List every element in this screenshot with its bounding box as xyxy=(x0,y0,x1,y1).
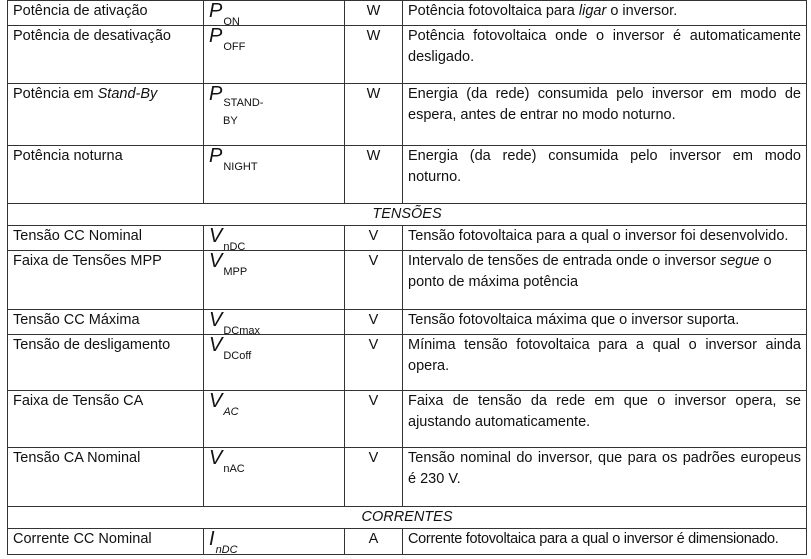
specifications-table xyxy=(7,0,807,555)
parameter-description: Energia (da rede) consumida pelo inversor em modo noturno. xyxy=(403,146,807,204)
parameter-unit: V xyxy=(345,448,403,507)
parameter-unit: W xyxy=(345,26,403,84)
parameter-unit: V xyxy=(345,335,403,391)
parameter-symbol: $P_{ON}$ xyxy=(204,1,345,26)
table-row xyxy=(8,310,807,335)
parameter-symbol: $V_{DCoff}$ xyxy=(204,335,345,391)
parameter-name: Tensão CC Nominal xyxy=(8,226,204,251)
parameter-symbol: $V_{AC}$ xyxy=(204,391,345,448)
parameter-symbol: $V_{nAC}$ xyxy=(204,448,345,507)
table-row xyxy=(8,1,807,26)
parameter-unit: W xyxy=(345,84,403,146)
parameter-description: Potência fotovoltaica para ligar o inversor. xyxy=(403,1,807,26)
parameter-name: Faixa de Tensão CA xyxy=(8,391,204,448)
parameter-unit: A xyxy=(345,529,403,555)
parameter-unit: W xyxy=(345,146,403,204)
parameter-name: Potência em Stand-By xyxy=(8,84,204,146)
parameter-symbol: $P_{NIGHT}$ xyxy=(204,146,345,204)
parameter-description: Potência fotovoltaica onde o inversor é automaticamente desligado. xyxy=(403,26,807,84)
parameter-symbol: $V_{DCmax}$ xyxy=(204,310,345,335)
parameter-name: Tensão de desligamento xyxy=(8,335,204,391)
parameter-description: Tensão nominal do inversor, que para os padrões europeus é 230 V. xyxy=(403,448,807,507)
parameter-unit: V xyxy=(345,226,403,251)
section-header-voltages xyxy=(8,204,807,226)
table-row xyxy=(8,335,807,391)
parameter-description: Tensão fotovoltaica para a qual o inversor foi desenvolvido. xyxy=(403,226,807,251)
table-row xyxy=(8,226,807,251)
table-row xyxy=(8,146,807,204)
parameter-unit: V xyxy=(345,251,403,310)
table-row xyxy=(8,391,807,448)
parameter-name: Corrente CC Nominal xyxy=(8,529,204,555)
parameter-name: Potência de desativação xyxy=(8,26,204,84)
parameter-description: Faixa de tensão da rede em que o inversor opera, se ajustando automaticamente. xyxy=(403,391,807,448)
parameter-unit: V xyxy=(345,391,403,448)
table-row xyxy=(8,26,807,84)
table-row xyxy=(8,448,807,507)
table-row xyxy=(8,84,807,146)
parameter-description: Corrente fotovoltaica para a qual o inversor é dimensionado. xyxy=(403,529,807,555)
parameter-unit: W xyxy=(345,1,403,26)
parameter-name: Potência noturna xyxy=(8,146,204,204)
table-row xyxy=(8,251,807,310)
parameter-name: Faixa de Tensões MPP xyxy=(8,251,204,310)
parameter-symbol: $V_{MPP}$ xyxy=(204,251,345,310)
section-title: CORRENTES xyxy=(8,507,807,529)
parameter-description: Energia (da rede) consumida pelo inversor em modo de espera, antes de entrar no modo noturno. xyxy=(403,84,807,146)
parameter-symbol: $P_{STAND-}$ BY xyxy=(204,84,345,146)
parameter-description: Intervalo de tensões de entrada onde o inversor segue o ponto de máxima potência xyxy=(403,251,807,310)
table-row xyxy=(8,529,807,555)
parameter-symbol: $P_{OFF}$ xyxy=(204,26,345,84)
parameter-symbol: $I_{nDC}$ xyxy=(204,529,345,555)
parameter-description: Tensão fotovoltaica máxima que o inversor suporta. xyxy=(403,310,807,335)
parameter-unit: V xyxy=(345,310,403,335)
parameter-name: Tensão CA Nominal xyxy=(8,448,204,507)
section-header-currents xyxy=(8,507,807,529)
parameter-symbol: $V_{nDC}$ xyxy=(204,226,345,251)
section-title: TENSÕES xyxy=(8,204,807,226)
parameter-name: Potência de ativação xyxy=(8,1,204,26)
parameter-description: Mínima tensão fotovoltaica para a qual o inversor ainda opera. xyxy=(403,335,807,391)
parameter-name: Tensão CC Máxima xyxy=(8,310,204,335)
